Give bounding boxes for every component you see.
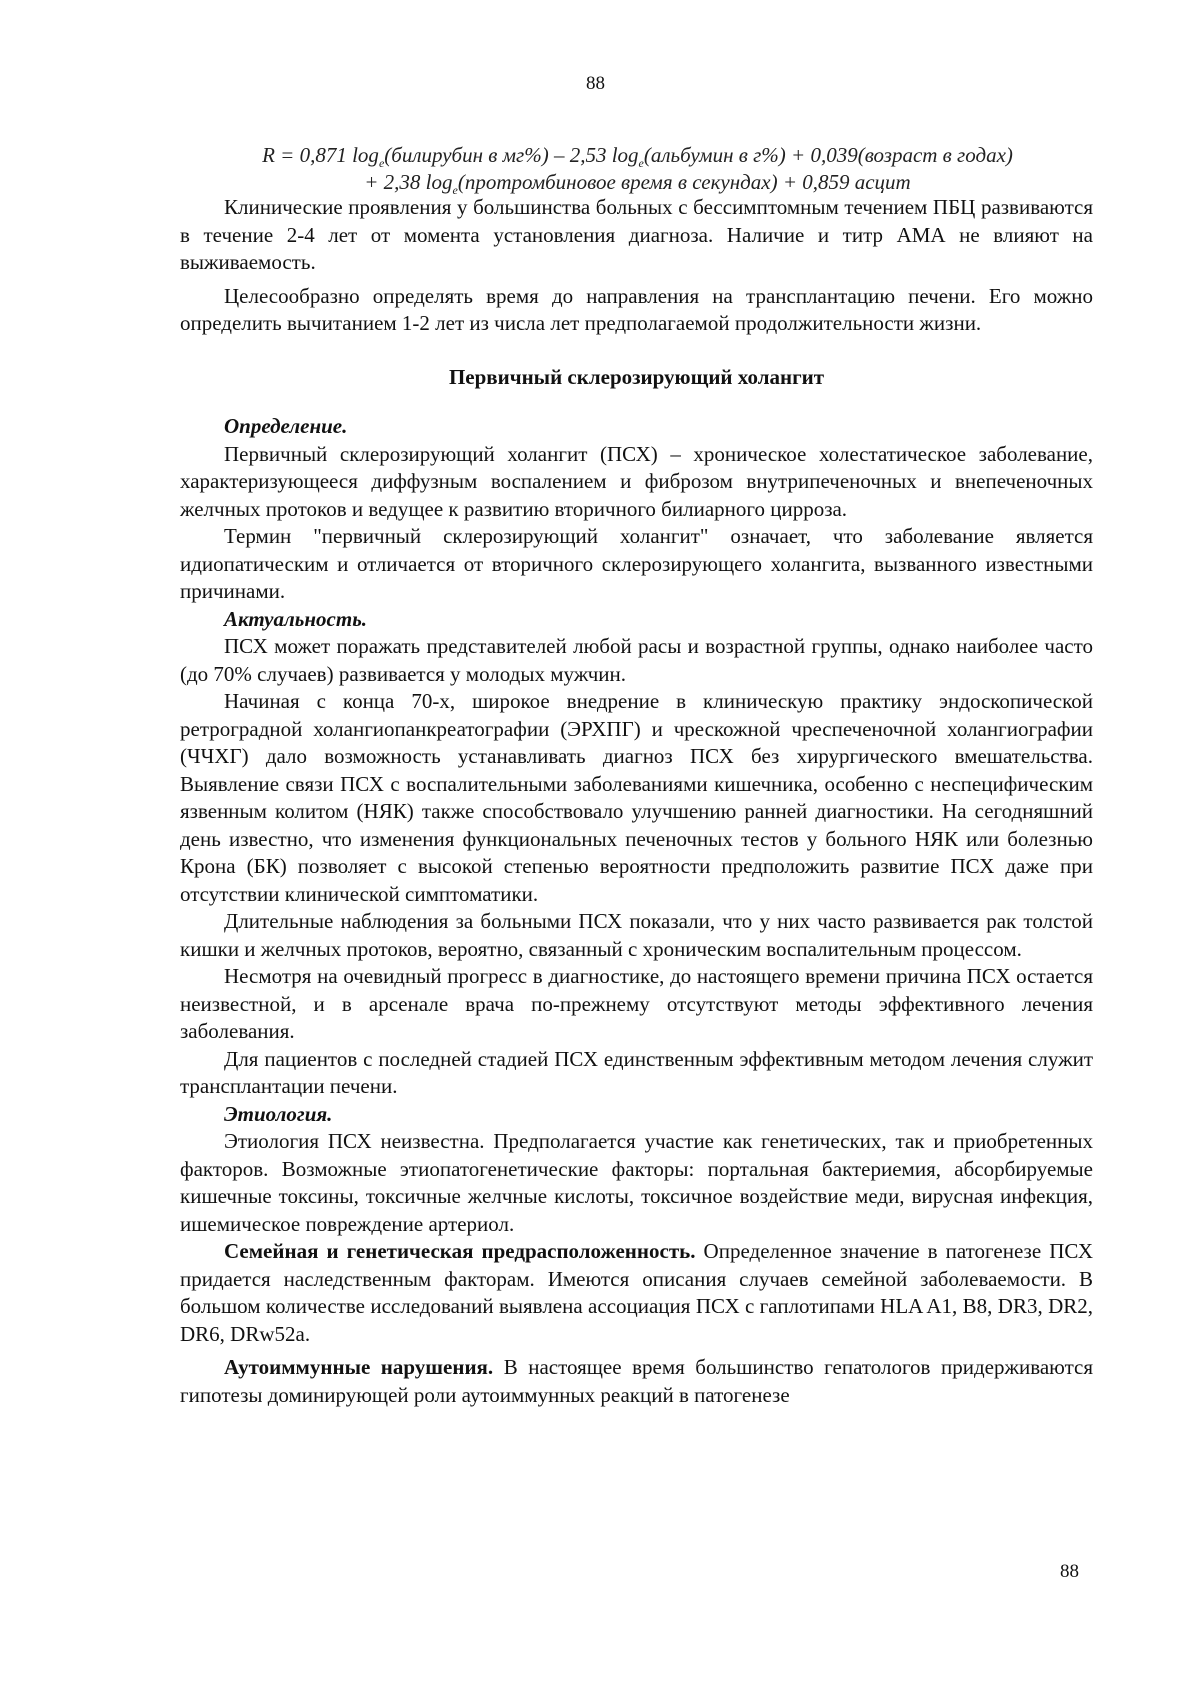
section-heading: Первичный склерозирующий холангит bbox=[448, 364, 825, 389]
paragraph: Этиология ПСХ неизвестна. Предполагается участие как генетических, так и приобретенных факторов. Возможные этиопатогенетические факторы: портальная бактериемия, абсорбируемые кишечные токсины, токсичные желчные кислоты, токсичное воздействие меди, вирусная инфекция, ишемическое повреждение артериол. bbox=[180, 1129, 1093, 1236]
paragraph: Клинические проявления у большинства больных с бессимптомным течением ПБЦ развиваются в течение 2-4 лет от момента установления диагноза. Наличие и титр АМА не влияют на выживаемость. bbox=[180, 195, 1093, 274]
document-body bbox=[180, 194, 1093, 1409]
page-number-top: 88 bbox=[586, 73, 605, 94]
paragraph-lead: Семейная и генетическая предрасположенность. bbox=[224, 1239, 696, 1263]
subheading-etiology: Этиология. bbox=[224, 1101, 333, 1126]
paragraph: Длительные наблюдения за больными ПСХ показали, что у них часто развивается рак толстой кишки и желчных протоков, вероятно, связанный с хроническим воспалительным процессом. bbox=[180, 909, 1093, 961]
paragraph: Семейная и генетическая предрасположенность. Определенное значение в патогенезе ПСХ придается наследственным факторам. Имеются описания случаев семейной заболеваемости. В большом количестве исследований выявлена ассоциация ПСХ с гаплотипами HLA A1, B8, DR3, DR2, DR6, DRw52a. bbox=[180, 1239, 1093, 1346]
paragraph: Аутоиммунные нарушения. В настоящее время большинство гепатологов придерживаются гипотезы доминирующей роли аутоиммунных реакций в патогенезе bbox=[180, 1355, 1093, 1407]
paragraph: ПСХ может поражать представителей любой расы и возрастной группы, однако наиболее часто (до 70% случаев) развивается у молодых мужчин. bbox=[180, 634, 1093, 686]
page-number-bottom: 88 bbox=[1060, 1561, 1079, 1582]
paragraph-lead: Аутоиммунные нарушения. bbox=[224, 1355, 494, 1379]
prognosis-formula bbox=[190, 142, 1085, 196]
paragraph: Начиная с конца 70-х, широкое внедрение в клиническую практику эндоскопической ретроградной холангиопанкреатографии (ЭРХПГ) и чрескожной чреспеченочной холангиографии (ЧЧХГ) дало возможность устанавливать диагноз ПСХ без хирургического вмешательства. Выявление связи ПСХ с воспалительными заболеваниями кишечника, особенно с неспецифическим язвенным колитом (НЯК) также способствовало улучшению ранней диагностики. На сегодняшний день известно, что изменения функциональных печеночных тестов у больного НЯК или болезнью Крона (БК) позволяет с высокой степенью вероятности предположить развитие ПСХ даже при отсутствии клинической симптоматики. bbox=[180, 689, 1093, 906]
paragraph: Для пациентов с последней стадией ПСХ единственным эффективным методом лечения служит трансплантации печени. bbox=[180, 1046, 1093, 1098]
formula-line-2: + 2,38 $\log_e(протромбиновое$ время в секундах) + 0,859 асцит bbox=[364, 170, 911, 198]
formula-line-1: R = 0,871 $\log_e(билирубин$ в мг%) – 2,53 $\log_e(альбумин$ в г%) + 0,039(возраст в годах) bbox=[262, 143, 1013, 171]
subheading-definition: Определение. bbox=[224, 414, 348, 438]
paragraph: Целесообразно определять время до направления на трансплантацию печени. Его можно определить вычитанием 1-2 лет из числа лет предполагаемой продолжительности жизни. bbox=[180, 283, 1093, 335]
subheading-relevance: Актуальность. bbox=[224, 606, 368, 631]
paragraph: Первичный склерозирующий холангит (ПСХ) – хроническое холестатическое заболевание, характеризующееся диффузным воспалением и фиброзом внутрипеченочных и внепеченочных желчных протоков и ведущее к развитию вторичного билиарного цирроза. bbox=[180, 441, 1093, 521]
paragraph: Несмотря на очевидный прогресс в диагностике, до настоящего времени причина ПСХ остается неизвестной, и в арсенале врача по-прежнему отсутствуют методы эффективного лечения заболевания. bbox=[180, 964, 1093, 1043]
paragraph: Термин "первичный склерозирующий холангит" означает, что заболевание является идиопатическим и отличается от вторичного склерозирующего холангита, вызванного известными причинами. bbox=[180, 524, 1093, 603]
